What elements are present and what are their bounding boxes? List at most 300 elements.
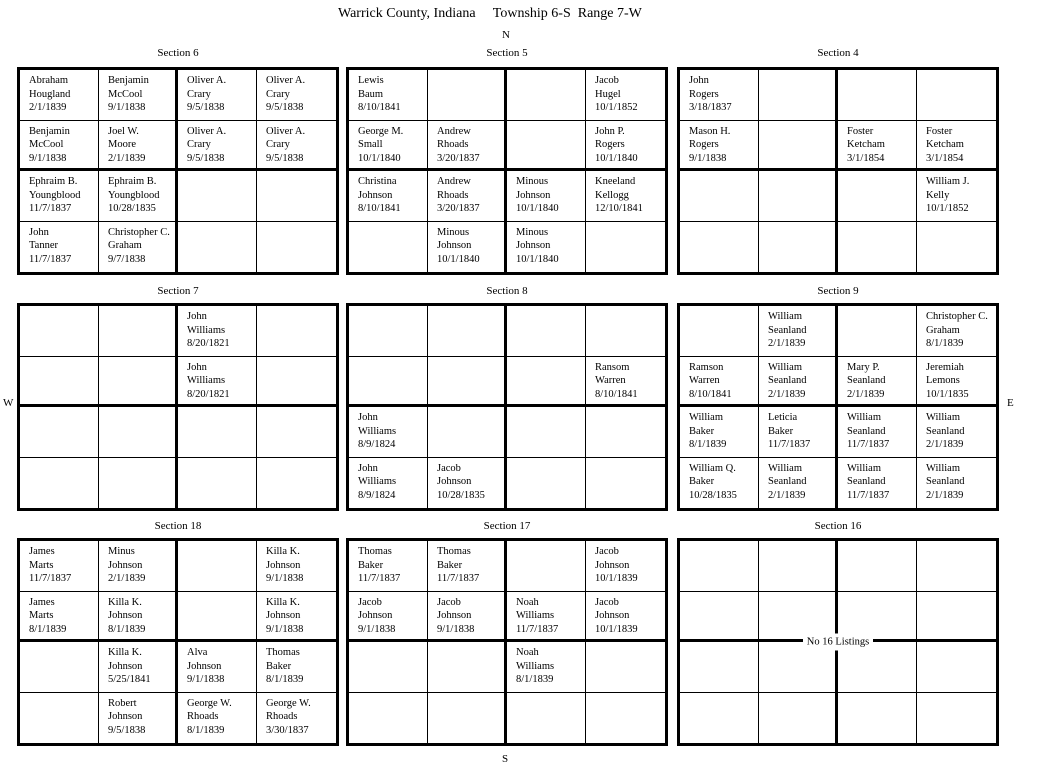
- parcel-text: 10/28/1835: [108, 203, 156, 214]
- parcel-cell: [680, 121, 759, 172]
- parcel-cell: [507, 222, 586, 273]
- parcel-text: Crary: [187, 88, 211, 100]
- parcel-cell: [178, 70, 257, 121]
- parcel-text: 10/1/1840: [437, 253, 480, 265]
- parcel-text: Christina: [358, 176, 397, 187]
- parcel-text: Williams: [187, 375, 226, 386]
- parcel-text: Baker: [768, 425, 794, 437]
- parcel-text: Baker: [358, 559, 384, 571]
- parcel-cell: [349, 693, 428, 744]
- section-grid: [17, 538, 339, 746]
- parcel-text: 3/20/1837: [437, 203, 480, 214]
- parcel-text: 8/10/1841: [689, 388, 732, 400]
- parcel-cell: [586, 541, 665, 592]
- parcel-text: 9/1/1838: [358, 623, 396, 635]
- parcel-cell: [99, 693, 178, 744]
- parcel-text: Minous: [516, 226, 549, 238]
- parcel-text: Small: [358, 139, 383, 150]
- parcel-cell: [428, 642, 507, 693]
- parcel-cell: [178, 541, 257, 592]
- parcel-cell: [257, 541, 336, 592]
- parcel-cell: [20, 222, 99, 273]
- parcel-text: John: [358, 462, 378, 474]
- parcel-text: Ketcham: [847, 139, 885, 150]
- parcel-text: 9/1/1838: [29, 152, 67, 164]
- parcel-cell: [257, 171, 336, 222]
- parcel-cell: [759, 458, 838, 509]
- parcel-text: 8/1/1839: [29, 623, 67, 635]
- parcel-cell: [257, 306, 336, 357]
- parcel-cell: [349, 458, 428, 509]
- parcel-cell: [349, 541, 428, 592]
- parcel-text: 2/1/1839: [29, 102, 67, 113]
- parcel-text: 12/10/1841: [595, 203, 643, 214]
- parcel-text: 9/1/1838: [266, 623, 304, 635]
- parcel-text: Oliver A.: [266, 125, 306, 137]
- parcel-text: Rhoads: [437, 189, 469, 201]
- parcel-cell: [586, 642, 665, 693]
- parcel-cell: [428, 306, 507, 357]
- parcel-text: 9/1/1838: [187, 674, 225, 685]
- parcel-cell: [680, 171, 759, 222]
- parcel-text: Seanland: [768, 324, 807, 336]
- parcel-cell: [99, 642, 178, 693]
- parcel-text: Marts: [29, 610, 54, 621]
- parcel-text: John: [689, 75, 709, 86]
- parcel-text: Baker: [266, 660, 292, 672]
- parcel-text: Seanland: [768, 476, 807, 487]
- parcel-cell: [20, 407, 99, 458]
- parcel-cell: [917, 222, 996, 273]
- section-label: Section 9: [817, 285, 859, 297]
- parcel-text: 5/25/1841: [108, 674, 151, 685]
- parcel-cell: [680, 357, 759, 408]
- parcel-cell: [428, 407, 507, 458]
- parcel-cell: [507, 541, 586, 592]
- parcel-cell: [20, 592, 99, 643]
- section-label: Section 7: [157, 285, 199, 297]
- parcel-text: Crary: [266, 139, 290, 150]
- section-grid: [17, 67, 339, 275]
- parcel-text: 2/1/1839: [926, 439, 964, 450]
- parcel-cell: [917, 541, 996, 592]
- section-label: Section 16: [814, 520, 862, 532]
- parcel-text: 3/30/1837: [266, 724, 309, 736]
- parcel-text: 9/1/1838: [437, 623, 475, 635]
- parcel-cell: [178, 592, 257, 643]
- parcel-cell: [349, 222, 428, 273]
- parcel-text: Rogers: [689, 139, 719, 150]
- parcel-text: Minus: [108, 546, 135, 557]
- parcel-cell: [349, 121, 428, 172]
- parcel-text: Warren: [689, 375, 720, 386]
- parcel-cell: [917, 357, 996, 408]
- parcel-cell: [507, 121, 586, 172]
- section-grid: [17, 303, 339, 511]
- parcel-text: George W.: [187, 697, 232, 709]
- parcel-text: 10/1/1840: [516, 203, 559, 214]
- parcel-cell: [759, 70, 838, 121]
- parcel-cell: [349, 306, 428, 357]
- parcel-text: Johnson: [187, 660, 222, 672]
- parcel-cell: [20, 306, 99, 357]
- no-listings-note: [680, 637, 996, 648]
- parcel-text: 8/1/1839: [516, 674, 554, 685]
- parcel-text: William: [768, 311, 802, 322]
- parcel-cell: [507, 642, 586, 693]
- section-label: Section 4: [817, 47, 859, 59]
- parcel-text: William: [768, 462, 802, 474]
- compass-west: W: [3, 397, 14, 409]
- parcel-cell: [917, 171, 996, 222]
- parcel-text: William: [926, 462, 960, 474]
- parcel-cell: [349, 70, 428, 121]
- parcel-text: 9/5/1838: [266, 102, 304, 113]
- parcel-text: Johnson: [266, 610, 301, 621]
- parcel-cell: [680, 693, 759, 744]
- parcel-cell: [257, 693, 336, 744]
- parcel-cell: [99, 171, 178, 222]
- parcel-text: George M.: [358, 125, 404, 137]
- parcel-cell: [428, 541, 507, 592]
- parcel-text: Killa K.: [266, 546, 300, 557]
- parcel-cell: [838, 407, 917, 458]
- parcel-text: Johnson: [437, 610, 472, 621]
- parcel-cell: [586, 407, 665, 458]
- parcel-cell: [178, 222, 257, 273]
- parcel-text: 10/1/1840: [595, 152, 638, 164]
- parcel-cell: [349, 407, 428, 458]
- parcel-cell: [178, 121, 257, 172]
- parcel-text: Hugel: [595, 88, 621, 100]
- parcel-text: 2/1/1839: [108, 152, 146, 164]
- section-grid: [677, 538, 999, 746]
- parcel-cell: [178, 357, 257, 408]
- parcel-text: 2/1/1839: [926, 489, 964, 501]
- parcel-cell: [917, 693, 996, 744]
- parcel-cell: [759, 171, 838, 222]
- parcel-text: 10/1/1835: [926, 388, 969, 400]
- parcel-cell: [20, 121, 99, 172]
- parcel-cell: [257, 407, 336, 458]
- parcel-text: Andrew: [437, 125, 471, 137]
- compass-north: N: [502, 29, 510, 41]
- parcel-cell: [838, 541, 917, 592]
- parcel-cell: [838, 357, 917, 408]
- parcel-text: Youngblood: [29, 189, 81, 201]
- parcel-text: Crary: [187, 139, 211, 150]
- parcel-text: Noah: [516, 596, 539, 608]
- parcel-text: Graham: [926, 324, 960, 336]
- parcel-text: Rogers: [689, 88, 719, 100]
- parcel-cell: [507, 458, 586, 509]
- parcel-text: 11/7/1837: [29, 573, 72, 584]
- parcel-cell: [257, 458, 336, 509]
- parcel-text: 10/1/1840: [516, 253, 559, 265]
- parcel-cell: [759, 306, 838, 357]
- parcel-cell: [99, 70, 178, 121]
- section-label: Section 17: [483, 520, 531, 532]
- parcel-text: George W.: [266, 697, 311, 709]
- parcel-cell: [20, 541, 99, 592]
- parcel-cell: [20, 642, 99, 693]
- parcel-cell: [20, 458, 99, 509]
- parcel-cell: [680, 306, 759, 357]
- parcel-text: 10/28/1835: [689, 489, 737, 501]
- section-grid: [346, 303, 668, 511]
- parcel-cell: [178, 407, 257, 458]
- parcel-text: Kneeland: [595, 176, 636, 187]
- parcel-text: 8/9/1824: [358, 489, 396, 501]
- parcel-text: 9/5/1838: [108, 724, 146, 736]
- parcel-text: 8/9/1824: [358, 439, 396, 450]
- parcel-cell: [838, 121, 917, 172]
- parcel-text: James: [29, 546, 55, 557]
- parcel-text: Christopher C.: [108, 226, 170, 238]
- parcel-text: Foster: [926, 125, 953, 137]
- parcel-text: Ephraim B.: [29, 176, 78, 187]
- parcel-text: 3/20/1837: [437, 152, 480, 164]
- parcel-text: James: [29, 596, 55, 608]
- parcel-cell: [99, 121, 178, 172]
- parcel-cell: [257, 357, 336, 408]
- parcel-cell: [20, 171, 99, 222]
- parcel-cell: [759, 693, 838, 744]
- parcel-cell: [349, 357, 428, 408]
- parcel-cell: [586, 592, 665, 643]
- parcel-text: Johnson: [266, 559, 301, 571]
- parcel-text: Youngblood: [108, 189, 160, 201]
- parcel-cell: [586, 171, 665, 222]
- parcel-text: Jacob: [595, 546, 619, 557]
- parcel-text: 10/28/1835: [437, 489, 485, 501]
- parcel-cell: [507, 70, 586, 121]
- parcel-cell: [917, 306, 996, 357]
- parcel-text: Johnson: [516, 240, 551, 251]
- parcel-cell: [586, 70, 665, 121]
- parcel-text: 9/1/1838: [108, 102, 146, 113]
- parcel-cell: [257, 70, 336, 121]
- parcel-text: 11/7/1837: [768, 439, 811, 450]
- parcel-text: Williams: [358, 425, 397, 437]
- parcel-text: 9/1/1838: [689, 152, 727, 164]
- parcel-cell: [178, 693, 257, 744]
- parcel-cell: [586, 693, 665, 744]
- parcel-cell: [428, 592, 507, 643]
- parcel-text: 11/7/1837: [847, 489, 890, 501]
- parcel-text: Jacob: [437, 596, 461, 608]
- parcel-text: Johnson: [595, 610, 630, 621]
- parcel-text: William: [847, 462, 881, 474]
- parcel-text: Killa K.: [108, 647, 142, 658]
- parcel-text: Rhoads: [187, 711, 219, 722]
- parcel-text: 9/7/1838: [108, 253, 146, 265]
- parcel-cell: [759, 541, 838, 592]
- parcel-text: 9/5/1838: [187, 152, 225, 164]
- parcel-text: William: [689, 412, 723, 423]
- parcel-text: William: [847, 412, 881, 423]
- parcel-text: Johnson: [437, 476, 472, 487]
- parcel-cell: [349, 642, 428, 693]
- parcel-cell: [257, 642, 336, 693]
- parcel-text: 11/7/1837: [358, 573, 401, 584]
- parcel-text: John: [187, 311, 207, 322]
- parcel-text: Jacob: [595, 596, 619, 608]
- parcel-text: Jeremiah: [926, 361, 964, 373]
- parcel-text: Baker: [689, 425, 715, 437]
- parcel-text: Johnson: [108, 559, 143, 571]
- parcel-text: John: [187, 361, 207, 373]
- parcel-text: 9/1/1838: [266, 573, 304, 584]
- parcel-cell: [428, 70, 507, 121]
- parcel-text: Kelly: [926, 189, 950, 201]
- parcel-cell: [507, 693, 586, 744]
- parcel-cell: [507, 306, 586, 357]
- parcel-text: Oliver A.: [187, 75, 227, 86]
- parcel-cell: [99, 458, 178, 509]
- page-title: Warrick County, Indiana Township 6-S Range 7-W: [338, 6, 642, 21]
- parcel-text: Seanland: [926, 425, 965, 437]
- parcel-text: Johnson: [108, 660, 143, 672]
- parcel-cell: [759, 357, 838, 408]
- parcel-text: 2/1/1839: [847, 388, 885, 400]
- parcel-cell: [99, 407, 178, 458]
- parcel-text: John P.: [595, 125, 625, 137]
- parcel-cell: [349, 171, 428, 222]
- parcel-text: Ketcham: [926, 139, 964, 150]
- parcel-text: Christopher C.: [926, 311, 988, 322]
- no-listings-text: No 16 Listings: [803, 634, 873, 651]
- parcel-cell: [838, 458, 917, 509]
- parcel-text: Rogers: [595, 139, 625, 150]
- parcel-cell: [99, 357, 178, 408]
- parcel-text: 8/20/1821: [187, 338, 230, 349]
- parcel-text: Minous: [437, 226, 470, 238]
- parcel-text: Johnson: [516, 189, 551, 201]
- parcel-text: Killa K.: [108, 596, 142, 608]
- parcel-text: Thomas: [358, 546, 392, 557]
- parcel-text: Williams: [358, 476, 397, 487]
- parcel-text: McCool: [29, 139, 64, 150]
- parcel-text: 3/1/1854: [847, 152, 885, 164]
- parcel-text: 10/1/1852: [926, 203, 969, 214]
- parcel-cell: [257, 121, 336, 172]
- parcel-cell: [759, 407, 838, 458]
- parcel-text: Alva: [187, 647, 208, 658]
- parcel-text: Johnson: [358, 189, 393, 201]
- parcel-text: Abraham: [29, 75, 69, 86]
- parcel-text: 11/7/1837: [516, 623, 559, 635]
- parcel-text: William J.: [926, 176, 970, 187]
- parcel-text: Jacob: [595, 75, 619, 86]
- parcel-text: Mary P.: [847, 361, 880, 373]
- parcel-cell: [838, 70, 917, 121]
- parcel-text: 2/1/1839: [768, 388, 806, 400]
- parcel-text: Rhoads: [266, 711, 298, 722]
- parcel-text: Ransom: [595, 361, 630, 373]
- parcel-cell: [99, 541, 178, 592]
- parcel-cell: [759, 222, 838, 273]
- parcel-text: Seanland: [847, 476, 886, 487]
- parcel-text: Andrew: [437, 176, 471, 187]
- compass-south: S: [502, 753, 509, 765]
- section-label: Section 8: [486, 285, 528, 297]
- parcel-cell: [428, 222, 507, 273]
- parcel-cell: [680, 70, 759, 121]
- parcel-cell: [838, 171, 917, 222]
- parcel-text: Jacob: [358, 596, 382, 608]
- parcel-text: 11/7/1837: [847, 439, 890, 450]
- parcel-text: Seanland: [847, 375, 886, 386]
- parcel-cell: [257, 222, 336, 273]
- parcel-cell: [680, 458, 759, 509]
- parcel-cell: [428, 357, 507, 408]
- parcel-cell: [586, 121, 665, 172]
- parcel-cell: [428, 171, 507, 222]
- parcel-cell: [428, 121, 507, 172]
- parcel-text: Johnson: [595, 559, 630, 571]
- parcel-text: Warren: [595, 375, 626, 386]
- parcel-text: 2/1/1839: [768, 489, 806, 501]
- parcel-text: Williams: [516, 660, 555, 672]
- parcel-text: Lewis: [358, 75, 384, 86]
- parcel-text: 8/1/1839: [689, 439, 727, 450]
- parcel-text: 8/10/1841: [358, 203, 401, 214]
- parcel-text: Killa K.: [266, 596, 300, 608]
- section-label: Section 5: [486, 47, 528, 59]
- parcel-cell: [349, 592, 428, 643]
- parcel-text: Thomas: [437, 546, 471, 557]
- parcel-cell: [586, 306, 665, 357]
- parcel-text: John: [29, 226, 49, 238]
- parcel-cell: [680, 592, 759, 643]
- parcel-text: 8/1/1839: [108, 623, 146, 635]
- parcel-text: 8/1/1839: [187, 724, 225, 736]
- parcel-cell: [20, 693, 99, 744]
- parcel-text: Crary: [266, 88, 290, 100]
- compass-east: E: [1007, 397, 1014, 409]
- parcel-cell: [680, 541, 759, 592]
- parcel-cell: [507, 407, 586, 458]
- parcel-text: Ramson: [689, 361, 724, 373]
- parcel-cell: [20, 357, 99, 408]
- parcel-cell: [917, 458, 996, 509]
- parcel-cell: [99, 592, 178, 643]
- parcel-text: Leticia: [768, 412, 798, 423]
- parcel-text: Oliver A.: [187, 125, 227, 137]
- parcel-text: Lemons: [926, 375, 960, 386]
- parcel-cell: [917, 592, 996, 643]
- parcel-text: Rhoads: [437, 139, 469, 150]
- parcel-text: William Q.: [689, 462, 736, 474]
- parcel-text: Graham: [108, 240, 142, 251]
- section-label: Section 18: [154, 520, 202, 532]
- parcel-text: Kellogg: [595, 189, 629, 201]
- section-grid: [346, 67, 668, 275]
- parcel-text: Williams: [187, 324, 226, 336]
- parcel-text: 11/7/1837: [29, 203, 72, 214]
- parcel-cell: [178, 171, 257, 222]
- parcel-text: Benjamin: [29, 125, 70, 137]
- parcel-text: 8/1/1839: [266, 674, 304, 685]
- parcel-cell: [428, 458, 507, 509]
- parcel-cell: [586, 222, 665, 273]
- parcel-text: Williams: [516, 610, 555, 621]
- parcel-text: 2/1/1839: [108, 573, 146, 584]
- parcel-text: Minous: [516, 176, 549, 187]
- parcel-text: Marts: [29, 559, 54, 571]
- parcel-cell: [507, 592, 586, 643]
